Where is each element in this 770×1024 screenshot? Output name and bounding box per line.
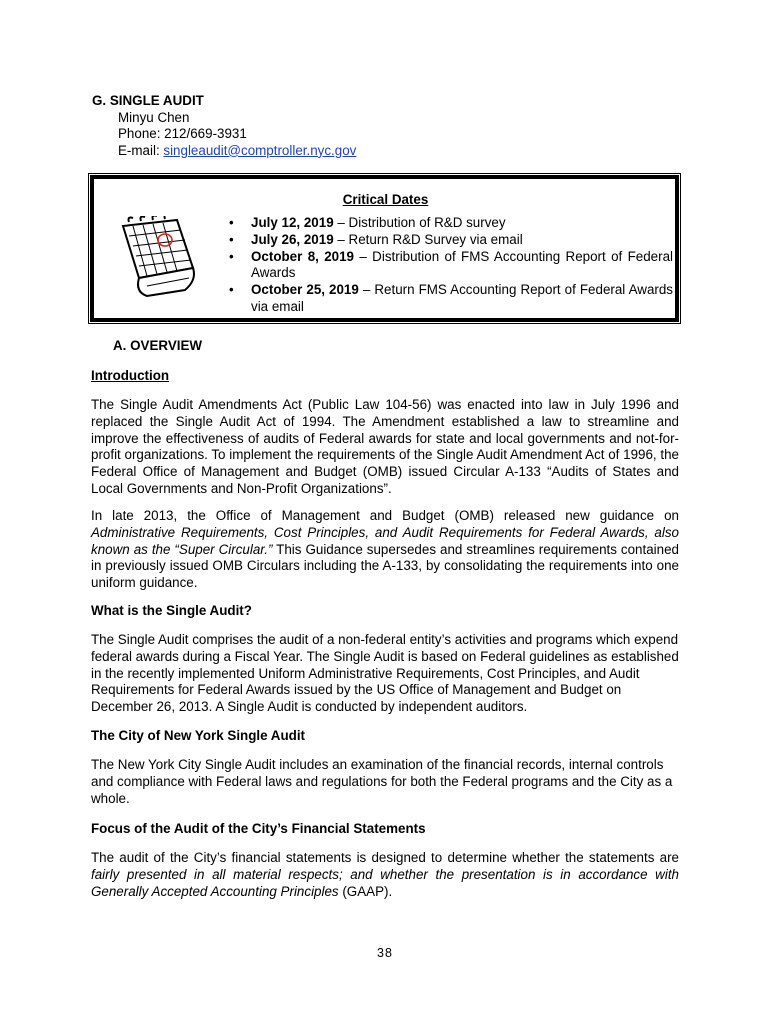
date-item [229,282,673,316]
date-description: – Distribution of FMS Accounting Report of Federal Awards [251,248,673,281]
email-label: E-mail: [118,142,164,158]
focus-p-start: The audit of the City’s financial statements is designed to determine whether the statements are [91,850,679,865]
date-item [229,215,673,232]
date-value: July 12, 2019 [251,215,334,230]
fair-presentation-phrase: fairly presented in all material respects; and whether the presentation is in accordance with Generally Accepted Accounting Principles [91,866,679,899]
calendar-icon [115,216,207,298]
page-number: 38 [377,946,393,960]
introduction-paragraph-1: The Single Audit Amendments Act (Public Law 104-56) was enacted into law in July 1996 and replaced the Single Audit Act of 1994. The Amendment established a law to streamline and improve the effectiveness of audits of Federal awards for state and local governments and not-for-profit organizations. To implement the requirements of the Single Audit Amendment Act of 1996, the Federal Office of Management and Budget (OMB) issued Circular A-133 “Audits of States and Local Governments and Non-Profit Organizations”. [91,397,679,496]
critical-dates-title: Critical Dates [342,192,429,207]
email-link[interactable]: singleaudit@comptroller.nyc.gov [163,142,357,158]
date-description: – Return R&D Survey via email [333,231,523,247]
date-item [229,249,673,283]
critical-dates-box [90,175,679,322]
date-value: October 25, 2019 [251,282,359,298]
date-item [229,232,673,249]
city-single-audit-heading: The City of New York Single Audit [91,728,306,743]
contact-name: Minyu Chen [118,109,190,125]
focus-of-audit-heading: Focus of the Audit of the City’s Financial Statements [91,821,426,836]
city-single-audit-paragraph: The New York City Single Audit includes an examination of the financial records, internal controls and compliance with Federal laws and regulations for both the Federal programs and the City as a whole. [91,757,673,806]
date-description: – Return FMS Accounting Report of Federal Awards via email [251,282,673,314]
date-description: – Distribution of R&D survey [333,215,506,230]
focus-p-end: (GAAP). [338,883,393,899]
date-value: July 26, 2019 [251,231,334,247]
what-is-single-audit-paragraph: The Single Audit comprises the audit of a non-federal entity’s activities and programs which expend federal awards during a Fiscal Year. The Single Audit is based on Federal guidelines as established in the recently implemented Uniform Administrative Requirements, Cost Principles, and Audit Requirements for Federal Awards issued by the US Office of Management and Budget on December 26, 2013. A Single Audit is conducted by independent auditors. [91,632,679,715]
focus-of-audit-paragraph [91,850,679,900]
date-value: October 8, 2019 [251,248,355,264]
intro-p2-end: This Guidance supersedes and streamlines requirements contained in previously issued OMB Circulars including the A-133, by consolidating the requirements into one uniform guidance. [91,541,679,591]
overview-heading: A. OVERVIEW [113,338,203,353]
super-circular-title: Administrative Requirements, Cost Principles, and Audit Requirements for Federal Awards, also known as the “Super Circular.” [91,524,679,557]
what-is-single-audit-heading: What is the Single Audit? [91,603,252,618]
section-title: G. SINGLE AUDIT [92,93,204,108]
introduction-paragraph-2 [91,508,679,592]
section-header [92,93,356,159]
contact-email-line [118,143,356,160]
contact-phone: Phone: 212/669-3931 [118,126,247,142]
critical-dates-list [229,215,673,316]
introduction-heading: Introduction [91,368,170,383]
intro-p2-start: In late 2013, the Office of Management and Budget (OMB) released new guidance on [91,508,679,523]
